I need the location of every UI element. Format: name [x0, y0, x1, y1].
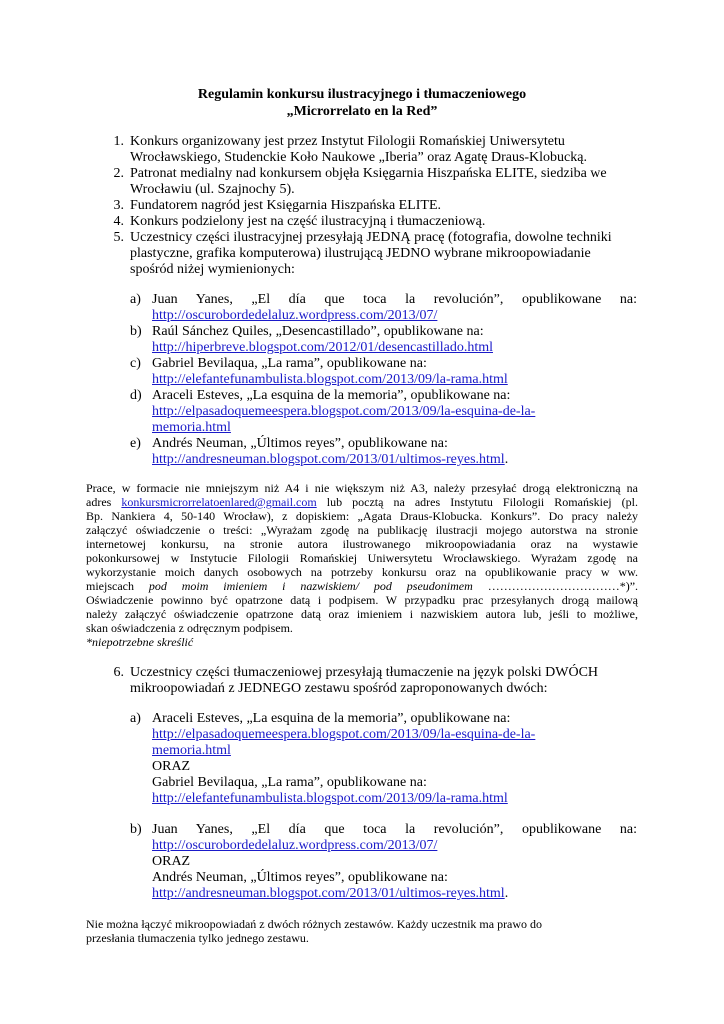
paragraph-line: załączyć oświadczenie o treści: „Wyrażam zgodę na publikację ilustracji mojego autorstwa na stronie: [86, 523, 638, 537]
set-letter: a): [130, 711, 141, 726]
rule-text: Wrocławiu (ul. Szajnochy 5).: [130, 182, 295, 197]
rule-text: mikroopowiadań z JEDNEGO zestawu spośród zaproponowanych dwóch:: [130, 681, 548, 696]
paragraph-line: Oświadczenie powinno być opatrzone datą i podpisem. W przypadku prac przesyłanych drogą mailową: [86, 593, 638, 607]
footnote: *niepotrzebne skreślić: [86, 635, 194, 649]
story-link-continued[interactable]: memoria.html: [152, 420, 231, 435]
rule-number: 1.: [113, 134, 124, 149]
set-story-link[interactable]: http://elpasadoquemeespera.blogspot.com/2013/09/la-esquina-de-la-: [152, 727, 536, 742]
rule-text: Wrocławskiego, Studenckie Koło Naukowe „Iberia” oraz Agatę Draus-Klobucką.: [130, 150, 587, 165]
story-title: Raúl Sánchez Quiles, „Desencastillado”, opublikowane na:: [152, 324, 484, 339]
set-story-link-continued[interactable]: memoria.html: [152, 743, 231, 758]
set-story-title: Juan Yanes, „El día que toca la revolución”, opublikowane na:: [152, 822, 637, 837]
story-title: Juan Yanes, „El día que toca la revolución”, opublikowane na:: [152, 292, 637, 307]
set-story-link-line: [152, 886, 508, 902]
story-letter: c): [130, 356, 141, 371]
paragraph-line: miejscach pod moim imieniem i nazwiskiem/ pod pseudonimem ……………………………*)”.: [86, 579, 639, 593]
paragraph-line: skan oświadczenia z odręcznym podpisem.: [86, 621, 293, 635]
set-story-link[interactable]: http://oscurobordedelaluz.wordpress.com/2013/07/: [152, 838, 438, 853]
period: .: [504, 452, 509, 467]
set-story-title: Araceli Esteves, „La esquina de la memoria”, opublikowane na:: [152, 711, 511, 726]
story-link[interactable]: http://elefantefunambulista.blogspot.com/2013/09/la-rama.html: [152, 372, 508, 387]
story-letter: a): [130, 292, 141, 307]
period: .: [504, 886, 509, 901]
story-letter: e): [130, 436, 141, 451]
set-story-title: Gabriel Bevilaqua, „La rama”, opublikowane na:: [152, 775, 427, 790]
oraz-label: ORAZ: [152, 759, 191, 774]
paragraph-line: Prace, w formacie nie mniejszym niż A4 i nie większym niż A3, należy przesyłać drogą elektroniczną na: [86, 481, 638, 495]
document-title: [0, 86, 724, 120]
rule-number: 5.: [113, 230, 124, 245]
paragraph-line: adres konkursmicrorrelatoenlared@gmail.com lub pocztą na adres Instytutu Filologii Romańskiej (pl.: [86, 495, 639, 509]
story-title: Araceli Esteves, „La esquina de la memoria”, opublikowane na:: [152, 388, 511, 403]
set-story-link[interactable]: http://andresneuman.blogspot.com/2013/01/ultimos-reyes.html: [152, 886, 505, 901]
story-link-line: [152, 452, 508, 468]
rule-text: Uczestnicy części ilustracyjnej przesyłają JEDNĄ pracę (fotografia, dowolne techniki: [130, 230, 612, 245]
story-letter: d): [130, 388, 142, 403]
paragraph-line: internetowej konkursu, na stronie autora ilustrowanego mikroopowiadania oraz na wystawie: [86, 537, 638, 551]
story-link[interactable]: http://hiperbreve.blogspot.com/2012/01/desencastillado.html: [152, 340, 493, 355]
contest-email-link[interactable]: konkursmicrorrelatoenlared@gmail.com: [121, 495, 317, 509]
story-link[interactable]: http://oscurobordedelaluz.wordpress.com/2013/07/: [152, 308, 438, 323]
story-letter: b): [130, 324, 142, 339]
paragraph-line: należy załączyć oświadczenie opatrzone datą oraz imieniem i nazwiskiem autora lub, jeśli to możliwe,: [86, 607, 638, 621]
rule-number: 3.: [113, 198, 124, 213]
rule-number: 2.: [113, 166, 124, 181]
title-line-1: Regulamin konkursu ilustracyjnego i tłumaczeniowego: [197, 87, 527, 102]
set-letter: b): [130, 822, 142, 837]
paragraph-line: wykorzystanie moich danych osobowych na potrzeby konkursu oraz na opublikowanie pracy w ww.: [86, 565, 638, 579]
rule-number: 6.: [113, 665, 124, 680]
rule-text: Fundatorem nagród jest Księgarnia Hiszpańska ELITE.: [130, 198, 442, 213]
closing-line: Nie można łączyć mikroopowiadań z dwóch różnych zestawów. Każdy uczestnik ma prawo do: [86, 917, 543, 931]
paragraph-line: pokonkursowej w Instytucie Filologii Romańskiej Uniwersytetu Wrocławskiego. Wyrażam zgodę na: [86, 551, 638, 565]
rule-text: Konkurs organizowany jest przez Instytut Filologii Romańskiej Uniwersytetu: [130, 134, 565, 149]
paragraph-line: Bp. Nankiera 4, 50-140 Wrocław), z dopiskiem: „Agata Draus-Klobucka. Konkurs”. Do pracy należy: [86, 509, 638, 523]
story-link[interactable]: http://andresneuman.blogspot.com/2013/01/ultimos-reyes.html: [152, 452, 505, 467]
rule-text: Uczestnicy części tłumaczeniowej przesyłają tłumaczenie na język polski DWÓCH: [130, 665, 599, 680]
rule-text: spośród niżej wymienionych:: [130, 262, 295, 277]
oraz-label: ORAZ: [152, 854, 191, 869]
story-link[interactable]: http://elpasadoquemeespera.blogspot.com/2013/09/la-esquina-de-la-: [152, 404, 536, 419]
set-story-link[interactable]: http://elefantefunambulista.blogspot.com/2013/09/la-rama.html: [152, 791, 508, 806]
story-title: Andrés Neuman, „Últimos reyes”, opublikowane na:: [152, 436, 448, 451]
title-line-2: „Microrrelato en la Red”: [286, 104, 438, 119]
story-title: Gabriel Bevilaqua, „La rama”, opublikowane na:: [152, 356, 427, 371]
closing-line: przesłania tłumaczenia tylko jednego zestawu.: [86, 931, 309, 945]
rule-number: 4.: [113, 214, 124, 229]
set-story-title: Andrés Neuman, „Últimos reyes”, opublikowane na:: [152, 870, 448, 885]
rule-text: plastyczne, grafika komputerowa) ilustrującą JEDNO wybrane mikroopowiadanie: [130, 246, 591, 261]
rule-text: Konkurs podzielony jest na część ilustracyjną i tłumaczeniową.: [130, 214, 486, 229]
rule-text: Patronat medialny nad konkursem objęła Księgarnia Hiszpańska ELITE, siedziba we: [130, 166, 607, 181]
